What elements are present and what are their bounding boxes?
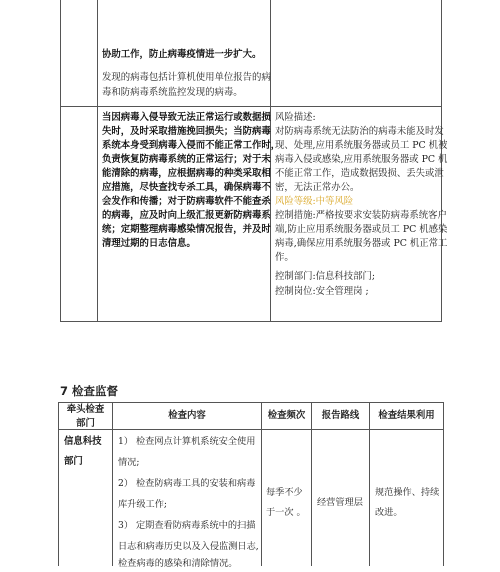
row1-text-line: 毒和防病毒系统监控发现的病毒。 — [102, 87, 243, 98]
header-usage: 检查结果利用 — [378, 410, 435, 421]
header-route: 报告路线 — [321, 410, 360, 421]
row2-bold-line: 会发作和传播；对于防病毒软件不能查杀 — [102, 196, 271, 207]
risk-level: 风险等级:中等风险 — [275, 196, 354, 207]
inspection-border-col3 — [311, 402, 312, 566]
control-line: 作。 — [275, 252, 294, 263]
inspection-border-col4 — [369, 402, 370, 566]
top-table-border-col1 — [97, 0, 98, 322]
row2-bold-line: 负责恢复防病毒系统的正常运行；对于未 — [102, 154, 271, 165]
inspection-border-col2 — [261, 402, 262, 566]
section-heading: 7 检查监督 — [60, 384, 119, 398]
usage-line: 改进。 — [375, 507, 403, 518]
row2-bold-line: 的病毒，应及时向上级汇报更新防病毒系 — [102, 210, 271, 221]
header-dept — [59, 403, 112, 430]
inspection-border-top — [58, 402, 444, 403]
report-route: 经营管理层 — [317, 497, 363, 508]
control-line: 病毒,确保应用系统服务器或 PC 机正常工 — [275, 238, 448, 249]
content-line: 库升级工作; — [118, 499, 168, 510]
control-post: 控制岗位:安全管理岗 ; — [275, 286, 369, 297]
risk-line: 密，无法正常办公。 — [275, 182, 360, 193]
content-line: 2） 检查防病毒工具的安装和病毒 — [118, 478, 256, 489]
row-dept-line: 部门 — [64, 456, 83, 467]
usage-line: 规范操作、持续 — [375, 487, 440, 498]
row2-bold-line: 系统本身受到病毒入侵而不能正常工作时， — [102, 140, 281, 151]
row2-bold-line: 能清除的病毒，应根据病毒的种类采取相 — [102, 168, 271, 179]
risk-line: 现、处理,应用系统服务器或员工 PC 机被 — [275, 140, 448, 151]
content-line: 情况; — [118, 457, 140, 468]
header-dept-label: 牵头检查部门 — [66, 404, 105, 429]
inspection-header-divider — [58, 429, 444, 430]
frequency-line: 于一次 。 — [266, 507, 306, 518]
control-line: 控制措施:严格按要求安装防病毒系统客户 — [275, 210, 447, 221]
row2-bold-line: 当因病毒入侵导致无法正常运行或数据损 — [102, 112, 271, 123]
risk-line: 对防病毒系统无法防治的病毒未能及时发 — [275, 126, 444, 137]
row2-bold-line: 统；定期整理病毒感染情况报告，并及时 — [102, 224, 271, 235]
top-table-row-divider — [60, 106, 442, 107]
inspection-border-col1 — [112, 402, 113, 566]
control-line: 端,防止应用系统服务器或员工 PC 机感染 — [275, 224, 448, 235]
row2-bold-line: 失时，及时采取措施挽回损失；当防病毒 — [102, 126, 271, 137]
top-table-border-left — [60, 0, 61, 322]
row1-text-line: 发现的病毒包括计算机使用单位报告的病 — [102, 72, 271, 83]
frequency-line: 每季不少 — [266, 487, 303, 498]
header-content: 检查内容 — [168, 410, 206, 421]
content-line: 日志和病毒历史以及入侵监测日志, — [118, 541, 259, 552]
risk-title: 风险描述: — [275, 112, 316, 123]
row1-bold-text: 协助工作，防止病毒疫情进一步扩大。 — [102, 49, 262, 60]
content-line: 1） 检查网点计算机系统安全使用 — [118, 436, 256, 447]
inspection-border-right — [443, 402, 444, 566]
control-dept: 控制部门:信息科技部门; — [275, 271, 376, 282]
top-table-border-bottom — [60, 321, 442, 322]
content-line: 检查病毒的感染和清除情况。 — [118, 558, 238, 569]
row2-bold-line: 应措施，尽快查找专杀工具，确保病毒不 — [102, 182, 271, 193]
content-line: 3） 定期查看防病毒系统中的扫描 — [118, 520, 256, 531]
row2-bold-line: 清理过期的日志信息。 — [102, 238, 196, 249]
risk-line: 不能正常工作，造成数据毁损、丢失或泄 — [275, 168, 444, 179]
risk-line: 病毒入侵或感染,应用系统服务器或 PC 机 — [275, 154, 448, 165]
row-dept-line: 信息科技 — [64, 436, 102, 447]
header-frequency: 检查频次 — [267, 410, 306, 421]
